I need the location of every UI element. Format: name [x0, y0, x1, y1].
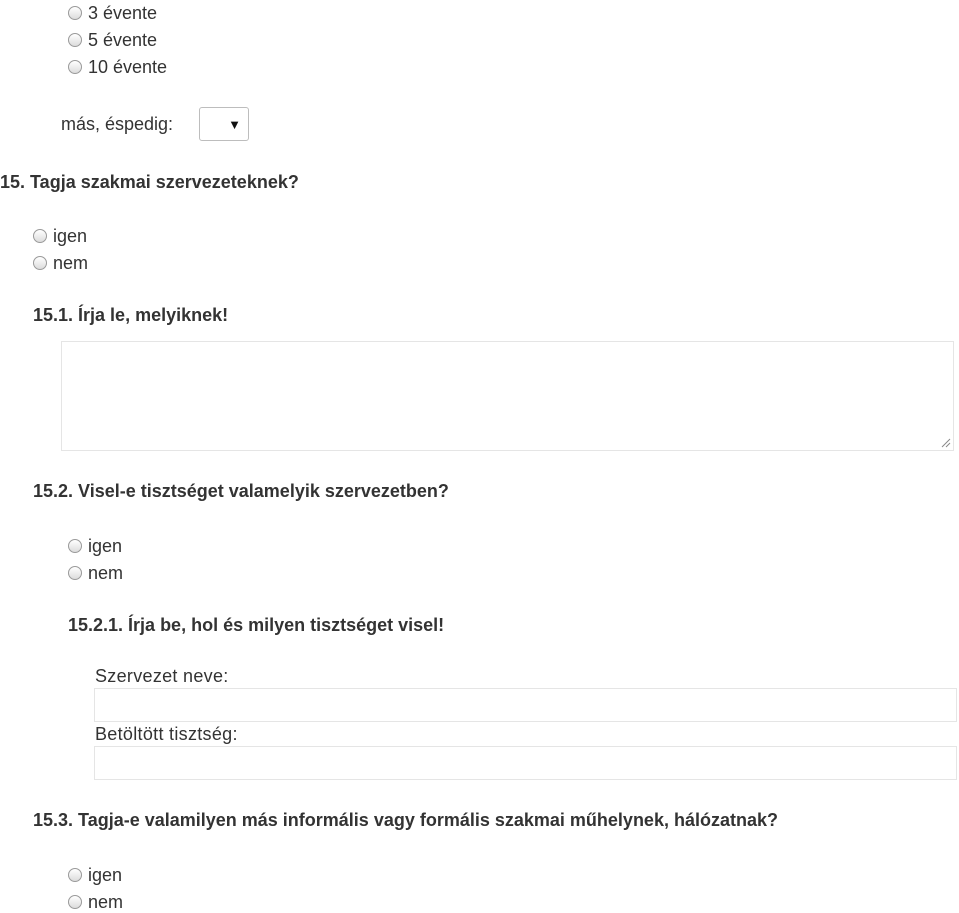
radio-label: 3 évente: [88, 3, 158, 23]
radio-label: nem: [53, 253, 89, 273]
radio-label: 5 évente: [88, 30, 158, 50]
radio-button[interactable]: [68, 868, 82, 882]
radio-label: nem: [88, 563, 124, 583]
radio-button[interactable]: [68, 539, 82, 553]
radio-button[interactable]: [68, 895, 82, 909]
question-15-2-title: 15.2. Visel-e tisztséget valamelyik szervezetben?: [33, 481, 449, 501]
question-15-1-title: 15.1. Írja le, melyiknek!: [33, 305, 229, 325]
radio-button[interactable]: [68, 60, 82, 74]
radio-button[interactable]: [68, 33, 82, 47]
radio-button[interactable]: [68, 566, 82, 580]
org-name-label: Szervezet neve:: [95, 666, 229, 686]
question-15-2-1-title: 15.2.1. Írja be, hol és milyen tisztséget visel!: [68, 615, 445, 635]
radio-label: nem: [88, 892, 124, 912]
option-row-5-evente[interactable]: [68, 30, 157, 50]
position-label: Betöltött tisztség:: [95, 724, 238, 744]
q15-1-textarea[interactable]: [61, 341, 954, 451]
radio-label: igen: [88, 865, 123, 885]
q15-2-option-igen[interactable]: [68, 536, 122, 556]
q15-2-option-nem[interactable]: [68, 563, 123, 583]
q15-3-option-igen[interactable]: [68, 865, 122, 885]
radio-label: igen: [53, 226, 88, 246]
radio-button[interactable]: [33, 256, 47, 270]
question-15-title: 15. Tagja szakmai szervezeteknek?: [0, 172, 299, 192]
option-row-10-evente[interactable]: [68, 57, 167, 77]
option-row-3-evente[interactable]: [68, 3, 157, 23]
radio-label: 10 évente: [88, 57, 168, 77]
radio-button[interactable]: [68, 6, 82, 20]
radio-button[interactable]: [33, 229, 47, 243]
position-input[interactable]: [94, 746, 957, 780]
q15-3-option-nem[interactable]: [68, 892, 123, 912]
chevron-down-icon: ▼: [228, 117, 241, 132]
org-name-input[interactable]: [94, 688, 957, 722]
q15-option-nem[interactable]: [33, 253, 88, 273]
q15-option-igen[interactable]: [33, 226, 87, 246]
resize-grip-icon[interactable]: [941, 438, 951, 448]
other-label: más, éspedig:: [61, 114, 174, 134]
question-15-3-title: 15.3. Tagja-e valamilyen más informális vagy formális szakmai műhelynek, hálózatnak?: [33, 810, 778, 830]
radio-label: igen: [88, 536, 123, 556]
other-select[interactable]: [199, 107, 249, 141]
